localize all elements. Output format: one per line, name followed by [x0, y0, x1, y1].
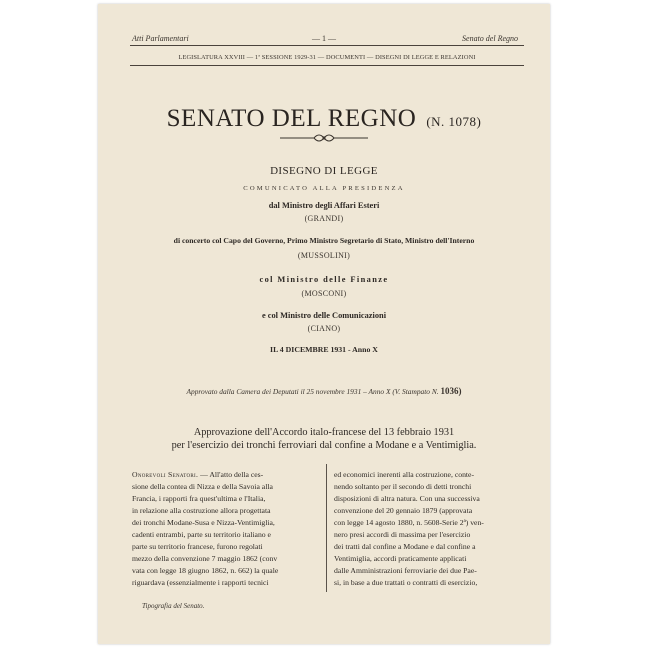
bill-heading: DISEGNO DI LEGGE: [270, 165, 378, 177]
minister-name-grandi: (GRANDI): [304, 214, 344, 223]
right-column-line: nero presi accordi di massima per l'esercizio: [334, 530, 471, 539]
subject-line-2: per l'esercizio dei tronchi ferroviari dal confine a Modane e a Ventimiglia.: [171, 440, 477, 451]
right-column-line: Ventimiglia, accordi praticamente applicati: [334, 554, 467, 563]
minister-name-ciano: (CIANO): [307, 324, 341, 333]
left-column-line: parte su territorio francese, furono regolati: [132, 542, 263, 551]
communicated-line: COMUNICATO ALLA PRESIDENZA: [243, 185, 405, 192]
header-right: Senato del Regno: [462, 34, 518, 43]
right-column-line: convenzione del 20 gennaio 1879 (approvata: [334, 506, 473, 515]
minister-communications: e col Ministro delle Comunicazioni: [261, 311, 387, 320]
subject-line-1: Approvazione dell'Accordo italo-francese del 13 febbraio 1931: [193, 427, 455, 438]
salutation: Onorevoli Senatori.: [132, 470, 199, 479]
left-column-line: sione della contea di Nizza e della Savoia alla: [132, 482, 273, 491]
right-column-line: dalle Amministrazioni ferroviarie dei due Pae-: [334, 566, 477, 575]
minister-name-mosconi: (MOSCONI): [301, 289, 347, 298]
approval-note: [98, 386, 550, 396]
left-column-line: in relazione alla costruzione allora progettata: [132, 506, 271, 515]
approval-number: 1036): [440, 386, 462, 396]
left-column: [132, 469, 278, 589]
left-column-line: cadenti entrambi, parte su territorio italiano e: [132, 530, 271, 539]
right-column-line: nendo soltanto per il secondo di detti tronchi: [334, 482, 472, 491]
right-column-line: disposizioni di altra natura. Con una successiva: [334, 494, 480, 503]
left-column-line: riguardava (essenzialmente i rapporti tecnici: [132, 578, 269, 587]
header-rule-bottom: [130, 65, 524, 66]
opening-text: — All'atto della ces-: [198, 470, 264, 479]
right-column-line: ed economici inerenti alla costruzione, conte-: [334, 470, 475, 479]
left-column-line: vata con legge 18 giugno 1862, n. 662) la quale: [132, 566, 279, 575]
minister-finance: col Ministro delle Finanze: [259, 275, 389, 284]
left-column-line: Francia, i rapporti fra quest'ultima e l'Italia,: [132, 494, 266, 503]
header-subline: LEGISLATURA XXVIII — 1ª SESSIONE 1929-31 — DOCUMENTI — DISEGNI DI LEGGE E RELAZIONI: [178, 54, 476, 61]
title-ornament-icon: [274, 130, 374, 146]
document-page: [98, 4, 550, 644]
presentation-date: IL 4 DICEMBRE 1931 - Anno X: [270, 345, 378, 354]
left-column-line: dei tronchi Modane-Susa e Nizza-Ventimiglia,: [132, 518, 275, 527]
printer-credit: Tipografia del Senato.: [142, 602, 205, 610]
left-column-line: [132, 469, 278, 481]
document-number: (N. 1078): [426, 114, 482, 129]
approval-text: Approvato dalla Camera dei Deputati il 25 novembre 1931 – Anno X (V. Stampato N.: [186, 387, 439, 396]
right-column-line: si, in base a due trattati o contratti di esercizio,: [334, 578, 478, 587]
minister-foreign-affairs: dal Ministro degli Affari Esteri: [268, 201, 380, 210]
header-rule-top: [130, 45, 524, 46]
minister-name-mussolini: (MUSSOLINI): [297, 251, 351, 260]
right-column-line: con legge 14 agosto 1880, n. 5608-Serie 2ª) ven-: [334, 518, 484, 527]
right-column: [334, 469, 484, 589]
column-divider: [326, 464, 327, 592]
left-column-line: mezzo della convenzione 7 maggio 1862 (conv: [132, 554, 278, 563]
header-left: Atti Parlamentari: [132, 34, 189, 43]
document-title: [98, 105, 550, 133]
minister-head-of-government: di concerto col Capo del Governo, Primo Ministro Segretario di Stato, Ministro dell'Interno: [173, 236, 475, 245]
header-page-number: — 1 —: [312, 34, 336, 43]
right-column-line: dei tratti dal confine a Modane e dal confine a: [334, 542, 476, 551]
title-main: SENATO DEL REGNO: [166, 105, 417, 132]
